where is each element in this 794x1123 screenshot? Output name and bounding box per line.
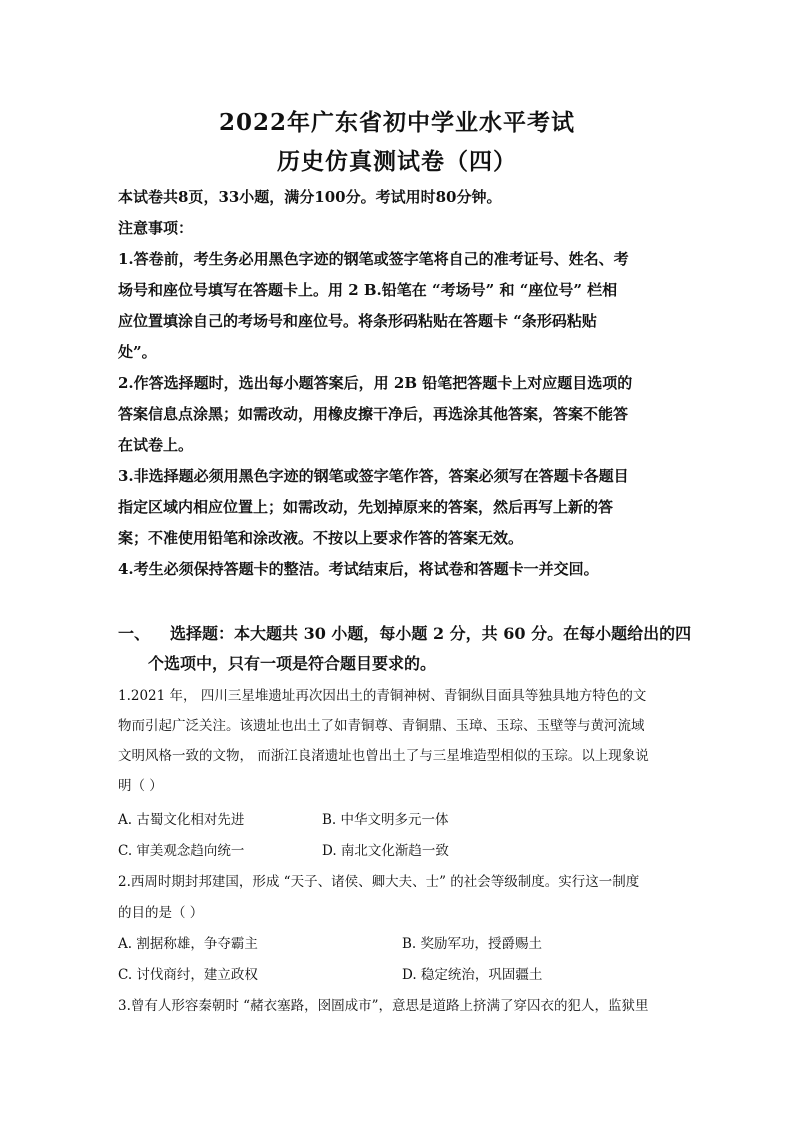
- question-1-line: 物而引起广泛关注。该遗址也出土了如青铜尊、青铜鼎、玉璋、玉琮、玉壁等与黄河流域: [118, 718, 645, 734]
- note-line: 案；不准使用铅笔和涂改液。不按以上要求作答的答案无效。: [118, 529, 524, 547]
- note-line: 3.非选择题必须用黑色字迹的钢笔或签字笔作答，答案必须写在答题卡各题目: [118, 467, 629, 485]
- question-1-option-a: A. 古蜀文化相对先进: [118, 812, 245, 828]
- question-2-option-a: A. 割据称雄，争夺霸主: [118, 936, 258, 952]
- notes-heading: 注意事项：: [118, 219, 194, 237]
- section-number: 一、: [118, 624, 151, 643]
- question-1-option-b: B. 中华文明多元一体: [322, 812, 449, 828]
- exam-title: 2022年广东省初中学业水平考试: [218, 109, 575, 136]
- note-line: 答案信息点涂黑；如需改动，用橡皮擦干净后，再选涂其他答案，答案不能答: [118, 405, 629, 423]
- section-heading: 选择题：本大题共 30 小题，每小题 2 分，共 60 分。在每小题给出的四: [170, 624, 692, 643]
- question-1-option-c: C. 审美观念趋向统一: [118, 843, 245, 859]
- section-heading-cont: 个选项中，只有一项是符合题目要求的。: [148, 654, 437, 673]
- note-line: 在试卷上。: [118, 436, 194, 454]
- question-2-option-d: D. 稳定统治，巩固疆土: [402, 967, 543, 983]
- exam-intro: 本试卷共8页，33小题，满分100分。考试用时80分钟。: [118, 188, 502, 206]
- question-2-line: 2.西周时期封邦建国，形成 “天子、诸侯、卿大夫、士” 的社会等级制度。实行这一制度: [118, 874, 640, 890]
- question-1-line: 文明风格一致的文物， 而浙江良渚遗址也曾出土了与三星堆造型相似的玉琮。以上现象说: [118, 748, 649, 764]
- note-line: 2.作答选择题时，选出每小题答案后，用 2B 铅笔把答题卡上对应题目选项的: [118, 374, 633, 392]
- question-1-line: 1.2021 年， 四川三星堆遗址再次因出土的青铜神树、青铜纵目面具等独具地方特色的文: [118, 688, 647, 704]
- note-line: 指定区域内相应位置上；如需改动，先划掉原来的答案，然后再写上新的答: [118, 498, 614, 516]
- question-1-option-d: D. 南北文化渐趋一致: [322, 843, 449, 859]
- question-2-option-b: B. 奖励军功，授爵赐土: [402, 936, 543, 952]
- note-line: 4.考生必须保持答题卡的整洁。考试结束后，将试卷和答题卡一并交回。: [118, 560, 599, 578]
- question-3-line: 3.曾有人形容秦朝时 “赭衣塞路，囹圄成市”，意思是道路上挤满了穿囚衣的犯人，监狱里: [118, 998, 649, 1014]
- note-line: 场号和座位号填写在答题卡上。用 2 B.铅笔在 “考场号” 和 “座位号” 栏相: [118, 281, 618, 299]
- note-line: 应位置填涂自己的考场号和座位号。将条形码粘贴在答题卡 “条形码粘贴: [118, 312, 597, 330]
- question-1-line: 明（ ）: [118, 778, 163, 794]
- exam-subtitle: 历史仿真测试卷（四）: [277, 148, 517, 175]
- question-2-option-c: C. 讨伐商纣，建立政权: [118, 967, 258, 983]
- note-line: 1.答卷前，考生务必用黑色字迹的钢笔或签字笔将自己的准考证号、姓名、考: [118, 250, 629, 268]
- note-line: 处”。: [118, 343, 157, 361]
- question-2-line: 的目的是（ ）: [118, 905, 204, 921]
